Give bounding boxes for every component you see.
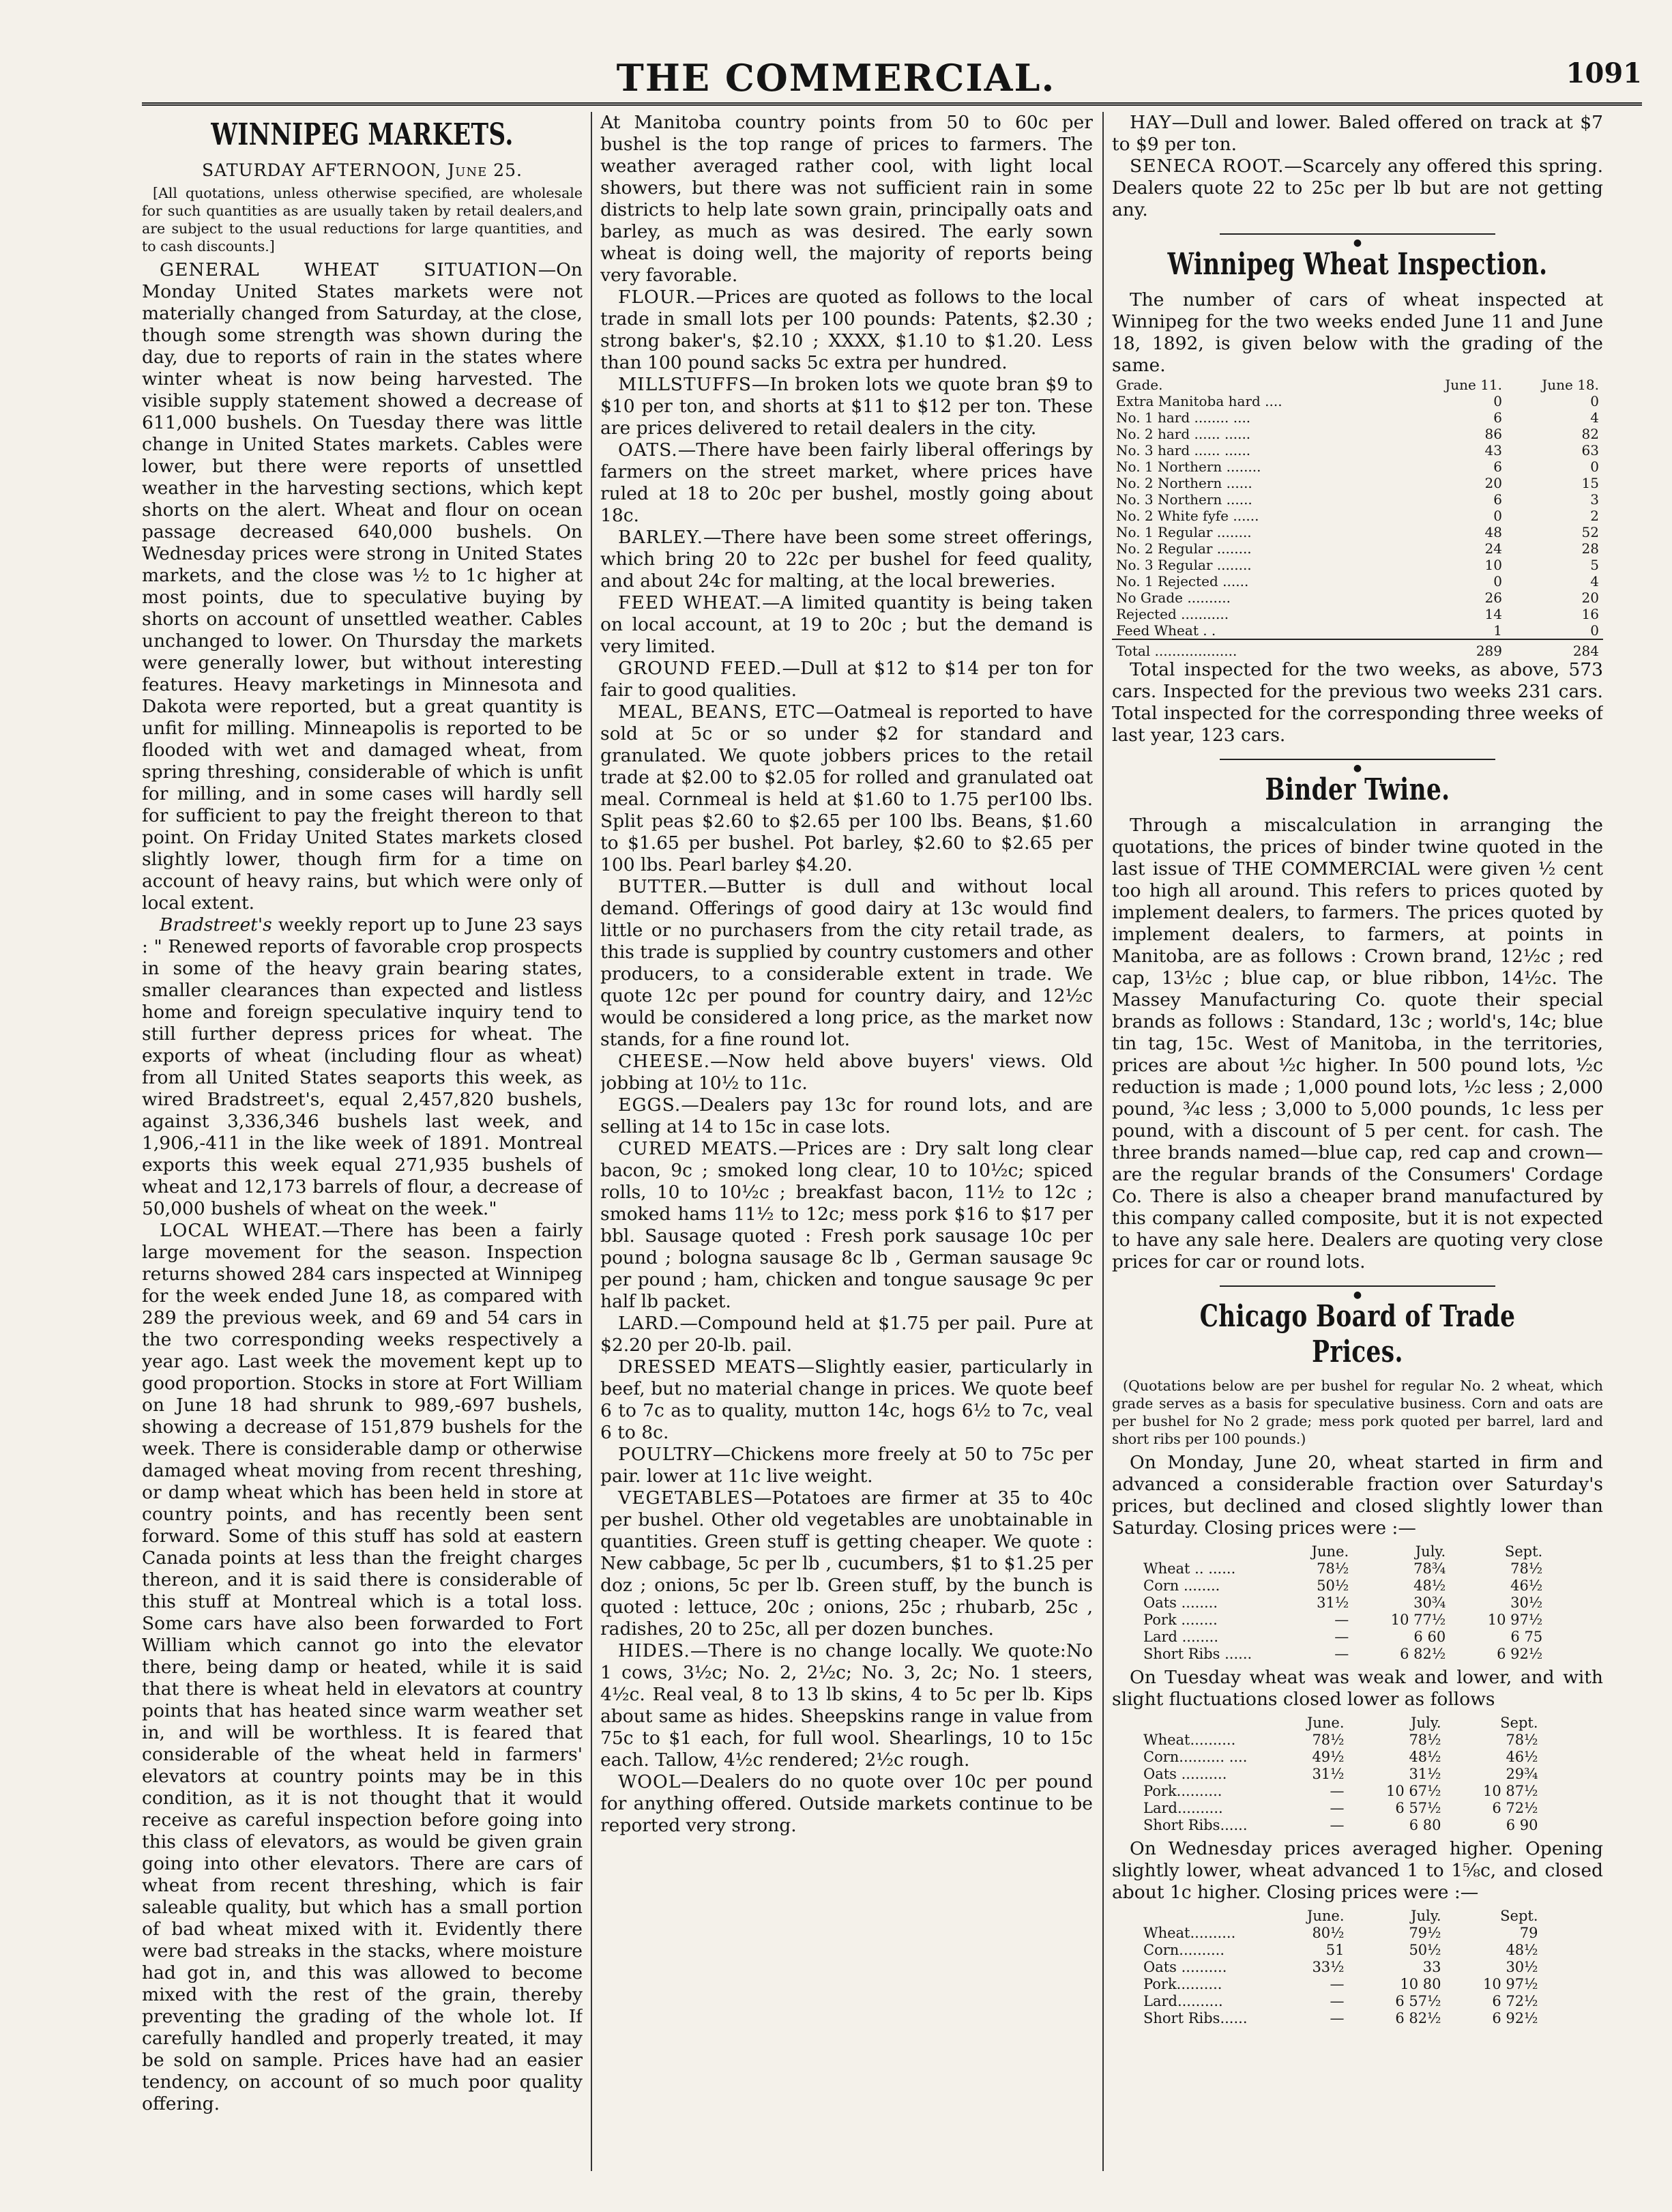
table-header: July.: [1411, 1908, 1441, 1924]
paragraph-country-points: At Manitoba country points from 50 to 60c per bushel is the top range of prices to farmers. The weather averaged rather cool, with light local showers, but there was not sufficient rain in some districts to help late sown grain, principally oats and barley, as much as was desired. The early sown wheat is doing well, the majority of reports being very favorable.: [600, 112, 1093, 286]
paragraph-text: —A limited quantity is being taken on local account, at 19 to 20c ; but the demand is very limited.: [600, 592, 1093, 657]
market-item: [600, 374, 1093, 439]
table-row: [1112, 442, 1603, 459]
table-cell: 6: [1493, 459, 1502, 475]
paragraph-text: —Dealers pay 13c for round lots, and are selling at 14 to 15c in case lots.: [600, 1094, 1093, 1137]
table-cell: 0: [1493, 573, 1502, 590]
table-cell: Wheat .. ......: [1143, 1560, 1236, 1577]
run-in-head: Bradstreet's: [160, 914, 272, 935]
paragraph-text: —Now held above buyers' views. Old jobbing at 10½ to 11c.: [600, 1051, 1093, 1094]
table-row: [1112, 557, 1603, 573]
paragraph-hay: [1112, 112, 1603, 156]
run-in-head: EGGS.: [618, 1094, 681, 1116]
table-cell: 0: [1493, 508, 1502, 524]
table-row: [1139, 2010, 1542, 2027]
table-header: June.: [1306, 1715, 1345, 1731]
table-row: [1112, 622, 1603, 639]
table-cell: Short Ribs ......: [1143, 1646, 1252, 1662]
run-in-head: GENERAL WHEAT SITUATION: [160, 259, 538, 280]
table-row: [1139, 1942, 1542, 1959]
table-row: [1112, 475, 1603, 491]
table-cell: 79: [1519, 1925, 1538, 1941]
table-cell: Oats ..........: [1143, 1959, 1227, 1975]
table-cell: 10 97½: [1483, 1976, 1538, 1992]
market-item: [600, 592, 1093, 658]
run-in-head: HIDES.: [618, 1640, 690, 1661]
table-cell: 82: [1581, 426, 1599, 442]
run-in-head: GROUND FEED.: [618, 658, 782, 679]
table-header: June.: [1311, 1543, 1349, 1560]
dateline: SATURDAY AFTERNOON, June 25.: [202, 160, 523, 180]
paragraph-text: —Dull and lower. Baled offered on track at $7 to $9 per ton.: [1112, 112, 1603, 155]
table-row: [1139, 1732, 1542, 1749]
table-cell: 50½: [1409, 1942, 1441, 1958]
table-row: [1112, 508, 1603, 524]
closing-prices-wednesday: [1139, 1908, 1542, 2027]
run-in-head: MILLSTUFFS: [618, 374, 752, 395]
table-cell: 6 72½: [1492, 1993, 1538, 2009]
table-row: [1112, 426, 1603, 442]
run-in-head: CHEESE.: [618, 1051, 710, 1072]
table-cell: 289: [1409, 639, 1506, 659]
table-cell: 46½: [1506, 1749, 1538, 1765]
table-cell: —: [1330, 1976, 1345, 1992]
table-cell: 33½: [1312, 1959, 1345, 1975]
table-header: Sept.: [1504, 1543, 1543, 1560]
table-cell: Pork ........: [1143, 1612, 1218, 1628]
masthead: [0, 0, 1672, 102]
table-cell: —: [1330, 2010, 1345, 2026]
paragraph-tuesday: On Tuesday wheat was weak and lower, and with slight fluctuations closed lower as follows: [1112, 1667, 1603, 1710]
paragraph-text: —Slightly easier, particularly in beef, but no material change in prices. We quote beef 6 to 7c as to quality, mutton 14c, hogs 6½ to 7c, veal 6 to 8c.: [600, 1356, 1093, 1443]
paragraph-text: —There have been some street offerings, which bring 20 to 22c per bushel for feed quality, and about 24c for malting, at the local breweries.: [600, 527, 1093, 592]
run-in-head: WOOL: [618, 1771, 681, 1792]
column-1: [142, 112, 583, 2171]
paragraph-text: —Prices are : Dry salt long clear bacon, 9c ; smoked long clear, 10 to 10½c; spiced rolls, 10 to 10½c ; breakfast bacon, 11½ to 12c ; smoked hams 11½ to 12c; mess pork $16 to $17 per bbl. Sausage quoted : Fresh pork sausage 10c per pound ; bologna sausage 8c lb , German sausage 9c per pound ; ham, chicken and tongue sausage 9c per half lb packet.: [600, 1138, 1093, 1312]
paragraph-text: —Compound held at $1.75 per pail. Pure at $2.20 per 20-lb. pail.: [600, 1313, 1093, 1356]
paragraph-text: —Chickens more freely at 50 to 75c per pair. lower at 11c live weight.: [600, 1444, 1093, 1487]
table-cell: 20: [1484, 475, 1502, 491]
paragraph-general-wheat: [142, 259, 583, 914]
masthead-rule: [142, 102, 1642, 106]
chicago-note: (Quotations below are per bushel for regular No. 2 wheat, which grade serves as a basis for speculative business. Corn and oats are per bushel for No 2 grade; mess pork quoted per barrel, lard and short ribs per 100 pounds.): [1112, 1378, 1603, 1447]
table-cell: 6 75: [1510, 1629, 1543, 1645]
table-cell: 6 82½: [1400, 1646, 1446, 1662]
table-cell: —: [1334, 1612, 1349, 1628]
table-cell: 6 57½: [1395, 1993, 1441, 2009]
table-header: [1139, 1543, 1256, 1560]
table-cell: Extra Manitoba hard ....: [1116, 393, 1282, 409]
table-cell: 78½: [1506, 1732, 1538, 1748]
run-in-head: DRESSED MEATS: [618, 1356, 797, 1378]
market-item: [600, 1313, 1093, 1356]
table-row: [1139, 1925, 1542, 1942]
table-row: [1139, 1629, 1546, 1646]
table-cell: Oats ........: [1143, 1595, 1218, 1611]
table-header: June 11.: [1445, 377, 1502, 393]
table-cell: Wheat..........: [1143, 1732, 1236, 1748]
table-row: [1112, 459, 1603, 475]
table-cell: No. 3 hard ...... ......: [1116, 442, 1251, 459]
table-cell: 24: [1484, 540, 1502, 557]
market-item: [600, 876, 1093, 1051]
paragraph-text: —Prices are quoted as follows to the local trade in small lots per 100 pounds: Patents, $2.30 ; strong baker's, $2.10 ; XXXX, $1.10 to $1.20. Less than 100 pound sacks 5c extra per hundred.: [600, 287, 1093, 373]
table-row: [1112, 639, 1603, 659]
paragraph-text: —Scarcely any offered this spring. Dealers quote 22 to 25c per lb but are not getting any.: [1112, 156, 1603, 220]
table-cell: 6 92½: [1497, 1646, 1543, 1662]
column-rule: [591, 112, 592, 2171]
market-item: [600, 287, 1093, 374]
table-cell: No. 1 Northern ........: [1116, 459, 1261, 475]
market-item: [600, 527, 1093, 592]
table-cell: Lard..........: [1143, 1993, 1223, 2009]
paragraph-text: —Dull at $12 to $14 per ton for fair to good qualities.: [600, 658, 1093, 701]
table-cell: No. 2 White fyfe ......: [1116, 508, 1259, 524]
table-row: [1112, 409, 1603, 426]
table-cell: 26: [1484, 590, 1502, 606]
section-divider: ●: [1112, 755, 1603, 764]
table-cell: No. 1 Rejected ......: [1116, 573, 1249, 590]
table-header: [1139, 1715, 1252, 1732]
table-cell: 1: [1493, 622, 1502, 639]
table-cell: 6: [1493, 491, 1502, 508]
table-cell: 78½: [1317, 1560, 1349, 1577]
run-in-head: MEAL, BEANS, ETC: [618, 701, 817, 723]
table-row: [1139, 1800, 1542, 1817]
table-cell: 10 77½: [1390, 1612, 1446, 1628]
market-item: [600, 1444, 1093, 1487]
table-cell: 0: [1590, 459, 1599, 475]
table-cell: No. 1 hard ........ ....: [1116, 409, 1251, 426]
market-item: [600, 658, 1093, 701]
table-header: July.: [1411, 1715, 1441, 1731]
market-item: [600, 1051, 1093, 1094]
table-row: [1112, 573, 1603, 590]
table-cell: 30½: [1510, 1595, 1543, 1611]
paragraph-monday: On Monday, June 20, wheat started in firm and advanced a considerable fraction over Saturday's prices, but declined and closed slightly lower than Saturday. Closing prices were :—: [1112, 1452, 1603, 1539]
table-header: Sept.: [1500, 1715, 1538, 1731]
table-cell: 80½: [1312, 1925, 1345, 1941]
closing-prices-tuesday: [1139, 1715, 1542, 1834]
table-cell: 51: [1325, 1942, 1345, 1958]
table-cell: Feed Wheat . .: [1116, 622, 1216, 639]
table-cell: 10 97½: [1487, 1612, 1543, 1628]
run-in-head: BUTTER.: [618, 876, 709, 897]
table-cell: 284: [1506, 639, 1603, 659]
paragraph-binder-twine: Through a miscalculation in arranging the quotations, the prices of binder twine quoted in the last issue of THE COMMERCIAL were given ½ cent too high all around. This refers to prices quoted by implement dealers, to farmers. The prices quoted by implement dealers, to farmers, at points in Manitoba, are as follows : Crown brand, 12½c ; red cap, 13½c ; blue cap, or blue ribbon, 14½c. The Massey Manufacturing Co. quote their special brands as follows : Standard, 13c ; world's, 14c; blue tin tag, 15c. West of Manitoba, in the territories, prices are about ½c higher. In 500 pound lots, ½c reduction is made ; 1,000 pound lots, ½c less ; 2,000 pound, ¾c less ; 3,000 to 5,000 pounds, 1c less per pound, with a discount of 5 per cent. for cash. The three brands named—blue cap, red cap and crown—are the regular brands of the Consumers' Cordage Co. There is also a cheaper brand manufactured by this company called composite, but it is not expected to have any sale here. Dealers are quoting very close prices for car or round lots.: [1112, 815, 1603, 1272]
table-cell: —: [1330, 1783, 1345, 1799]
table-cell: 6 92½: [1492, 2010, 1538, 2026]
table-cell: 86: [1484, 426, 1502, 442]
column-2: [600, 112, 1093, 2171]
paragraph-text: —In broken lots we quote bran $9 to $10 per ton, and shorts at $11 to $12 per ton. These are prices delivered to retail dealers in the city.: [600, 374, 1093, 439]
market-item: [600, 1138, 1093, 1313]
table-cell: 10: [1484, 557, 1502, 573]
run-in-head: LARD.: [618, 1313, 680, 1334]
table-cell: 52: [1581, 524, 1599, 540]
table-cell: No. 2 Regular ........: [1116, 540, 1252, 557]
run-in-head: HAY: [1130, 112, 1172, 133]
table-cell: Corn ........: [1143, 1577, 1220, 1594]
table-cell: Lard ........: [1143, 1629, 1219, 1645]
section-heading-winnipeg-markets: WINNIPEG MARKETS.: [211, 117, 514, 152]
table-row: [1139, 1993, 1542, 2010]
table-cell: 0: [1493, 393, 1502, 409]
table-cell: 6 82½: [1395, 2010, 1441, 2026]
table-cell: Short Ribs......: [1143, 1817, 1248, 1833]
table-cell: Short Ribs......: [1143, 2010, 1248, 2026]
table-row: [1139, 1646, 1546, 1663]
run-in-head: BARLEY.: [618, 527, 704, 548]
market-item: [600, 701, 1093, 876]
table-row: [1112, 606, 1603, 622]
table-cell: 10 80: [1400, 1976, 1441, 1992]
paragraph-inspection-intro: The number of cars of wheat inspected at Winnipeg for the two weeks ended June 11 and June 18, 1892, is given below with the grading of the same.: [1112, 289, 1603, 376]
table-row: [1139, 1577, 1546, 1595]
publication-title: THE COMMERCIAL.: [616, 56, 1056, 100]
table-cell: Wheat..........: [1143, 1925, 1236, 1941]
table-row: [1139, 1976, 1542, 1993]
table-cell: 6 80: [1409, 1817, 1441, 1833]
table-cell: 78¾: [1413, 1560, 1446, 1577]
table-cell: 78½: [1312, 1732, 1345, 1748]
table-cell: 43: [1484, 442, 1502, 459]
table-row: [1139, 1766, 1542, 1783]
table-cell: 3: [1590, 491, 1599, 508]
table-cell: 10 87½: [1483, 1783, 1538, 1799]
table-cell: 5: [1590, 557, 1599, 573]
table-row: [1112, 393, 1603, 409]
paragraph-local-wheat: [142, 1220, 583, 2115]
paragraph-text: —There has been a fairly large movement for the season. Inspection returns showed 284 cars inspected at Winnipeg for the week ended June 18, as compared with 289 the previous week, and 69 and 54 cars in the two corresponding weeks respectively a year ago. Last week the movement kept up to good proportion. Stocks in store at Fort William on June 18 had shrunk to 989,-697 bushels, showing a decrease of 151,879 bushels for the week. There is considerable damp or otherwise damaged wheat moving from recent threshing, or damp wheat which has been held in store at country points, and has recently been sent forward. Some of this stuff has sold at eastern Canada points at less than the freight charges thereon, and it is said there is considerable of this stuff at Montreal which is a total loss. Some cars have also been forwarded to Fort William which cannot go into the elevator there, being damp or heated, while it is said that there is wheat held in elevators at country points that has heated since warm weather set in, and will be worthless. It is feared that considerable of the wheat held in farmers' elevators at country points may be in this condition, as it is not thought that it would receive as careful inspection before going into this class of elevators, as would be given grain going into other elevators. There are cars of wheat from recent threshing, which is fair saleable quality, but which has a small portion of bad wheat mixed with it. Evidently there were bad streaks in the stacks, where moisture had got in, and this was allowed to become mixed with the rest of the grain, thereby preventing the grading of the whole lot. If carefully handled and properly treated, it may be sold on sample. Prices have had an easier tendency, on account of so much poor quality offering.: [142, 1220, 583, 2114]
market-item: [600, 1487, 1093, 1640]
table-row: [1112, 491, 1603, 508]
market-item: [600, 1356, 1093, 1444]
table-cell: 4: [1590, 409, 1599, 426]
table-cell: 31½: [1317, 1595, 1349, 1611]
table-header: June 18.: [1542, 377, 1599, 393]
table-row: [1139, 1817, 1542, 1834]
table-cell: Rejected ...........: [1116, 606, 1229, 622]
table-cell: 33: [1422, 1959, 1441, 1975]
table-cell: 14: [1484, 606, 1502, 622]
run-in-head: SENECA ROOT.: [1130, 156, 1285, 177]
paragraph-text: —On Monday United States markets were not materially changed from Saturday, at the close, though some strength was shown during the day, due to reports of rain in the states where winter wheat is now being harvested. The visible supply statement showed a decrease of 611,000 bushels. On Tuesday there was little change in United States markets. Cables were lower, but there were reports of unsettled weather in the harvesting sections, which kept shorts on the alert. Wheat and flour on ocean passage decreased 640,000 bushels. On Wednesday prices were strong in United States markets, and the close was ½ to 1c higher at most points, due to speculative buying by shorts on account of unsettled weather. Cables unchanged to lower. On Thursday the markets were generally lower, but without interesting features. Heavy marketings in Minnesota and Dakota were reported, but a great quantity is unfit for milling. Minneapolis is reported to be flooded with wet and damaged wheat, from spring threshing, considerable of which is unfit for milling, and in some cases will hardly sell for sufficient to pay the freight thereon to that point. On Friday United States markets closed slightly lower, though firm for a time on account of heavy rains, but which were only of local extent.: [142, 259, 583, 914]
table-cell: 78½: [1409, 1732, 1441, 1748]
table-header-row: [1139, 1543, 1546, 1560]
table-cell: Corn.......... ....: [1143, 1749, 1248, 1765]
table-row: [1139, 1959, 1542, 1976]
section-divider: ●: [1112, 1281, 1603, 1291]
table-cell: 15: [1581, 475, 1599, 491]
column-rule: [1102, 112, 1104, 2171]
table-cell: 79½: [1409, 1925, 1441, 1941]
section-heading-wheat-inspection: Winnipeg Wheat Inspection.: [1167, 247, 1548, 282]
table-header: June.: [1306, 1908, 1345, 1924]
table-cell: 50½: [1317, 1577, 1349, 1594]
market-item: [600, 1771, 1093, 1837]
table-cell: Pork..........: [1143, 1976, 1222, 1992]
table-row: [1139, 1612, 1546, 1629]
closing-prices-monday: [1139, 1543, 1546, 1663]
quotations-note: [All quotations, unless otherwise specified, are wholesale for such quantities as are usually taken by retail dealers,and are subject to the usual reductions for large quantities, and to cash discounts.]: [142, 185, 583, 254]
table-cell: 6: [1493, 409, 1502, 426]
table-cell: 29¾: [1506, 1766, 1538, 1782]
column-3: [1112, 112, 1603, 2171]
section-divider: ●: [1112, 229, 1603, 239]
market-item: [600, 1640, 1093, 1771]
table-cell: 48½: [1506, 1942, 1538, 1958]
table-cell: Lard..........: [1143, 1800, 1223, 1816]
run-in-head: POULTRY: [618, 1444, 713, 1465]
table-header: Sept.: [1500, 1908, 1538, 1924]
table-cell: 6 60: [1413, 1629, 1446, 1645]
market-item: [600, 1094, 1093, 1138]
paragraph-seneca-root: [1112, 156, 1603, 221]
table-cell: No. 2 hard ...... ......: [1116, 426, 1251, 442]
paragraph-text: —Oatmeal is reported to have sold at 5c or so under $2 for standard and granulated. We quote jobbers prices to the retail trade at $2.00 to $2.05 for rolled and granulated oat meal. Cornmeal is held at $1.60 to 1.75 per100 lbs. Split peas $2.60 to $2.65 per 100 lbs. Beans, $1.60 to $1.65 per bushel. Pot barley, $2.60 to $2.65 per 100 lbs. Pearl barley $4.20.: [600, 701, 1093, 875]
table-row: [1139, 1749, 1542, 1766]
table-cell: 28: [1581, 540, 1599, 557]
table-cell: 46½: [1510, 1577, 1543, 1594]
paragraph-text: —There have been fairly liberal offerings by farmers on the street market, where prices have ruled at 18 to 20c per bushel, mostly going about 18c.: [600, 439, 1093, 526]
table-header-row: [1139, 1908, 1542, 1925]
table-cell: —: [1330, 1800, 1345, 1816]
table-cell: Oats ..........: [1143, 1766, 1227, 1782]
paragraph-text: —Butter is dull and without local demand. Offerings of good dairy at 13c would find little or no purchasers from the city retail trade, as this trade is supplied by country customers and other producers, to a considerable extent in trade. We quote 12c per pound for country dairy, and 12½c would be considered a long price, as the market now stands, for a fine round lot.: [600, 876, 1093, 1050]
table-cell: Total ...................: [1112, 639, 1409, 659]
table-cell: —: [1334, 1646, 1349, 1662]
table-row: [1112, 524, 1603, 540]
table-row: [1139, 1560, 1546, 1577]
table-cell: 30¾: [1413, 1595, 1446, 1611]
table-cell: 49½: [1312, 1749, 1345, 1765]
table-cell: 10 67½: [1386, 1783, 1441, 1799]
section-heading-chicago-board: Chicago Board of Trade Prices.: [1199, 1299, 1516, 1369]
table-cell: 0: [1590, 622, 1599, 639]
market-items: [600, 287, 1093, 1837]
table-header: July.: [1415, 1543, 1446, 1560]
table-cell: —: [1330, 1993, 1345, 2009]
table-cell: 6 90: [1506, 1817, 1538, 1833]
table-cell: 16: [1581, 606, 1599, 622]
page-number: 1091: [1566, 57, 1642, 89]
table-cell: 2: [1590, 508, 1599, 524]
inspection-table: [1112, 377, 1603, 659]
table-cell: No Grade ..........: [1116, 590, 1231, 606]
table-cell: 0: [1590, 393, 1599, 409]
market-item: [600, 439, 1093, 527]
table-cell: Corn..........: [1143, 1942, 1225, 1958]
run-in-head: VEGETABLES: [618, 1487, 754, 1509]
paragraph-inspection-total: Total inspected for the two weeks, as above, 573 cars. Inspected for the previous two weeks 231 cars. Total inspected for the corresponding three weeks of last year, 123 cars.: [1112, 659, 1603, 746]
table-cell: 31½: [1409, 1766, 1441, 1782]
table-cell: No. 1 Regular ........: [1116, 524, 1252, 540]
table-row: [1112, 590, 1603, 606]
table-cell: 20: [1581, 590, 1599, 606]
table-row: [1112, 540, 1603, 557]
table-cell: 30½: [1506, 1959, 1538, 1975]
table-cell: —: [1334, 1629, 1349, 1645]
table-header: [1139, 1908, 1252, 1925]
table-header-row: [1139, 1715, 1542, 1732]
run-in-head: LOCAL WHEAT.: [160, 1220, 322, 1241]
paragraph-text: —Potatoes are firmer at 35 to 40c per bushel. Other old vegetables are unobtainable in quantities. Green stuff is getting cheaper. We quote : New cabbage, 5c per lb , cucumbers, $1 to $1.25 per doz ; onions, 5c per lb. Green stuff, by the bunch is quoted : lettuce, 20c ; onions, 25c ; rhubarb, 25c , radishes, 20 to 25c, all per dozen bunches.: [600, 1487, 1093, 1640]
table-cell: 78½: [1510, 1560, 1543, 1577]
section-heading-binder-twine: Binder Twine.: [1265, 772, 1450, 807]
run-in-head: CURED MEATS.: [618, 1138, 779, 1159]
run-in-head: FEED WHEAT.: [618, 592, 763, 613]
table-cell: Pork..........: [1143, 1783, 1222, 1799]
table-cell: 31½: [1312, 1766, 1345, 1782]
table-cell: 6 57½: [1395, 1800, 1441, 1816]
run-in-head: OATS.: [618, 439, 678, 461]
table-header: Grade.: [1116, 377, 1163, 393]
paragraph-text: weekly report up to June 23 says : " Renewed reports of favorable crop prospects in some of the heavy grain bearing states, smaller clearances than expected and listless home and foreign speculative inquiry tend to still further depress prices for wheat. The exports of wheat (including flour as wheat) from all United States seaports this week, as wired Bradstreet's, equal 2,457,820 bushels, against 3,336,346 bushels last week, and 1,906,-411 in the like week of 1891. Montreal exports this week equal 271,935 bushels of wheat and 12,173 barrels of flour, a decrease of 50,000 bushels of wheat on the week.": [142, 914, 583, 1219]
table-cell: No. 3 Regular ........: [1116, 557, 1252, 573]
table-cell: 48½: [1409, 1749, 1441, 1765]
table-cell: —: [1330, 1817, 1345, 1833]
paragraph-wednesday: On Wednesday prices averaged higher. Opening slightly lower, wheat advanced 1 to 1⅝c, and closed about 1c higher. Closing prices were :—: [1112, 1838, 1603, 1903]
table-cell: No. 3 Northern ......: [1116, 491, 1252, 508]
run-in-head: FLOUR.: [618, 287, 696, 308]
table-cell: 48: [1484, 524, 1502, 540]
paragraph-text: —There is no change locally. We quote:No 1 cows, 3½c; No. 2, 2½c; No. 3, 2c; No. 1 steers, 4½c. Real veal, 8 to 13 lb skins, 4 to 5c per lb. Kips about same as hides. Sheepskins range in value from 75c to $1 each, for full wool. Shearlings, 10 to 15c each. Tallow, 4½c rendered; 2½c rough.: [600, 1640, 1093, 1771]
table-cell: 63: [1581, 442, 1599, 459]
table-row: [1139, 1595, 1546, 1612]
table-cell: No. 2 Northern ......: [1116, 475, 1252, 491]
table-cell: 6 72½: [1492, 1800, 1538, 1816]
table-row: [1139, 1783, 1542, 1800]
table-cell: 4: [1590, 573, 1599, 590]
paragraph-bradstreets: [142, 914, 583, 1220]
table-cell: 48½: [1413, 1577, 1446, 1594]
paragraph-text: —Dealers do no quote over 10c per pound for anything offered. Outside markets continue to be reported very strong.: [600, 1771, 1093, 1836]
